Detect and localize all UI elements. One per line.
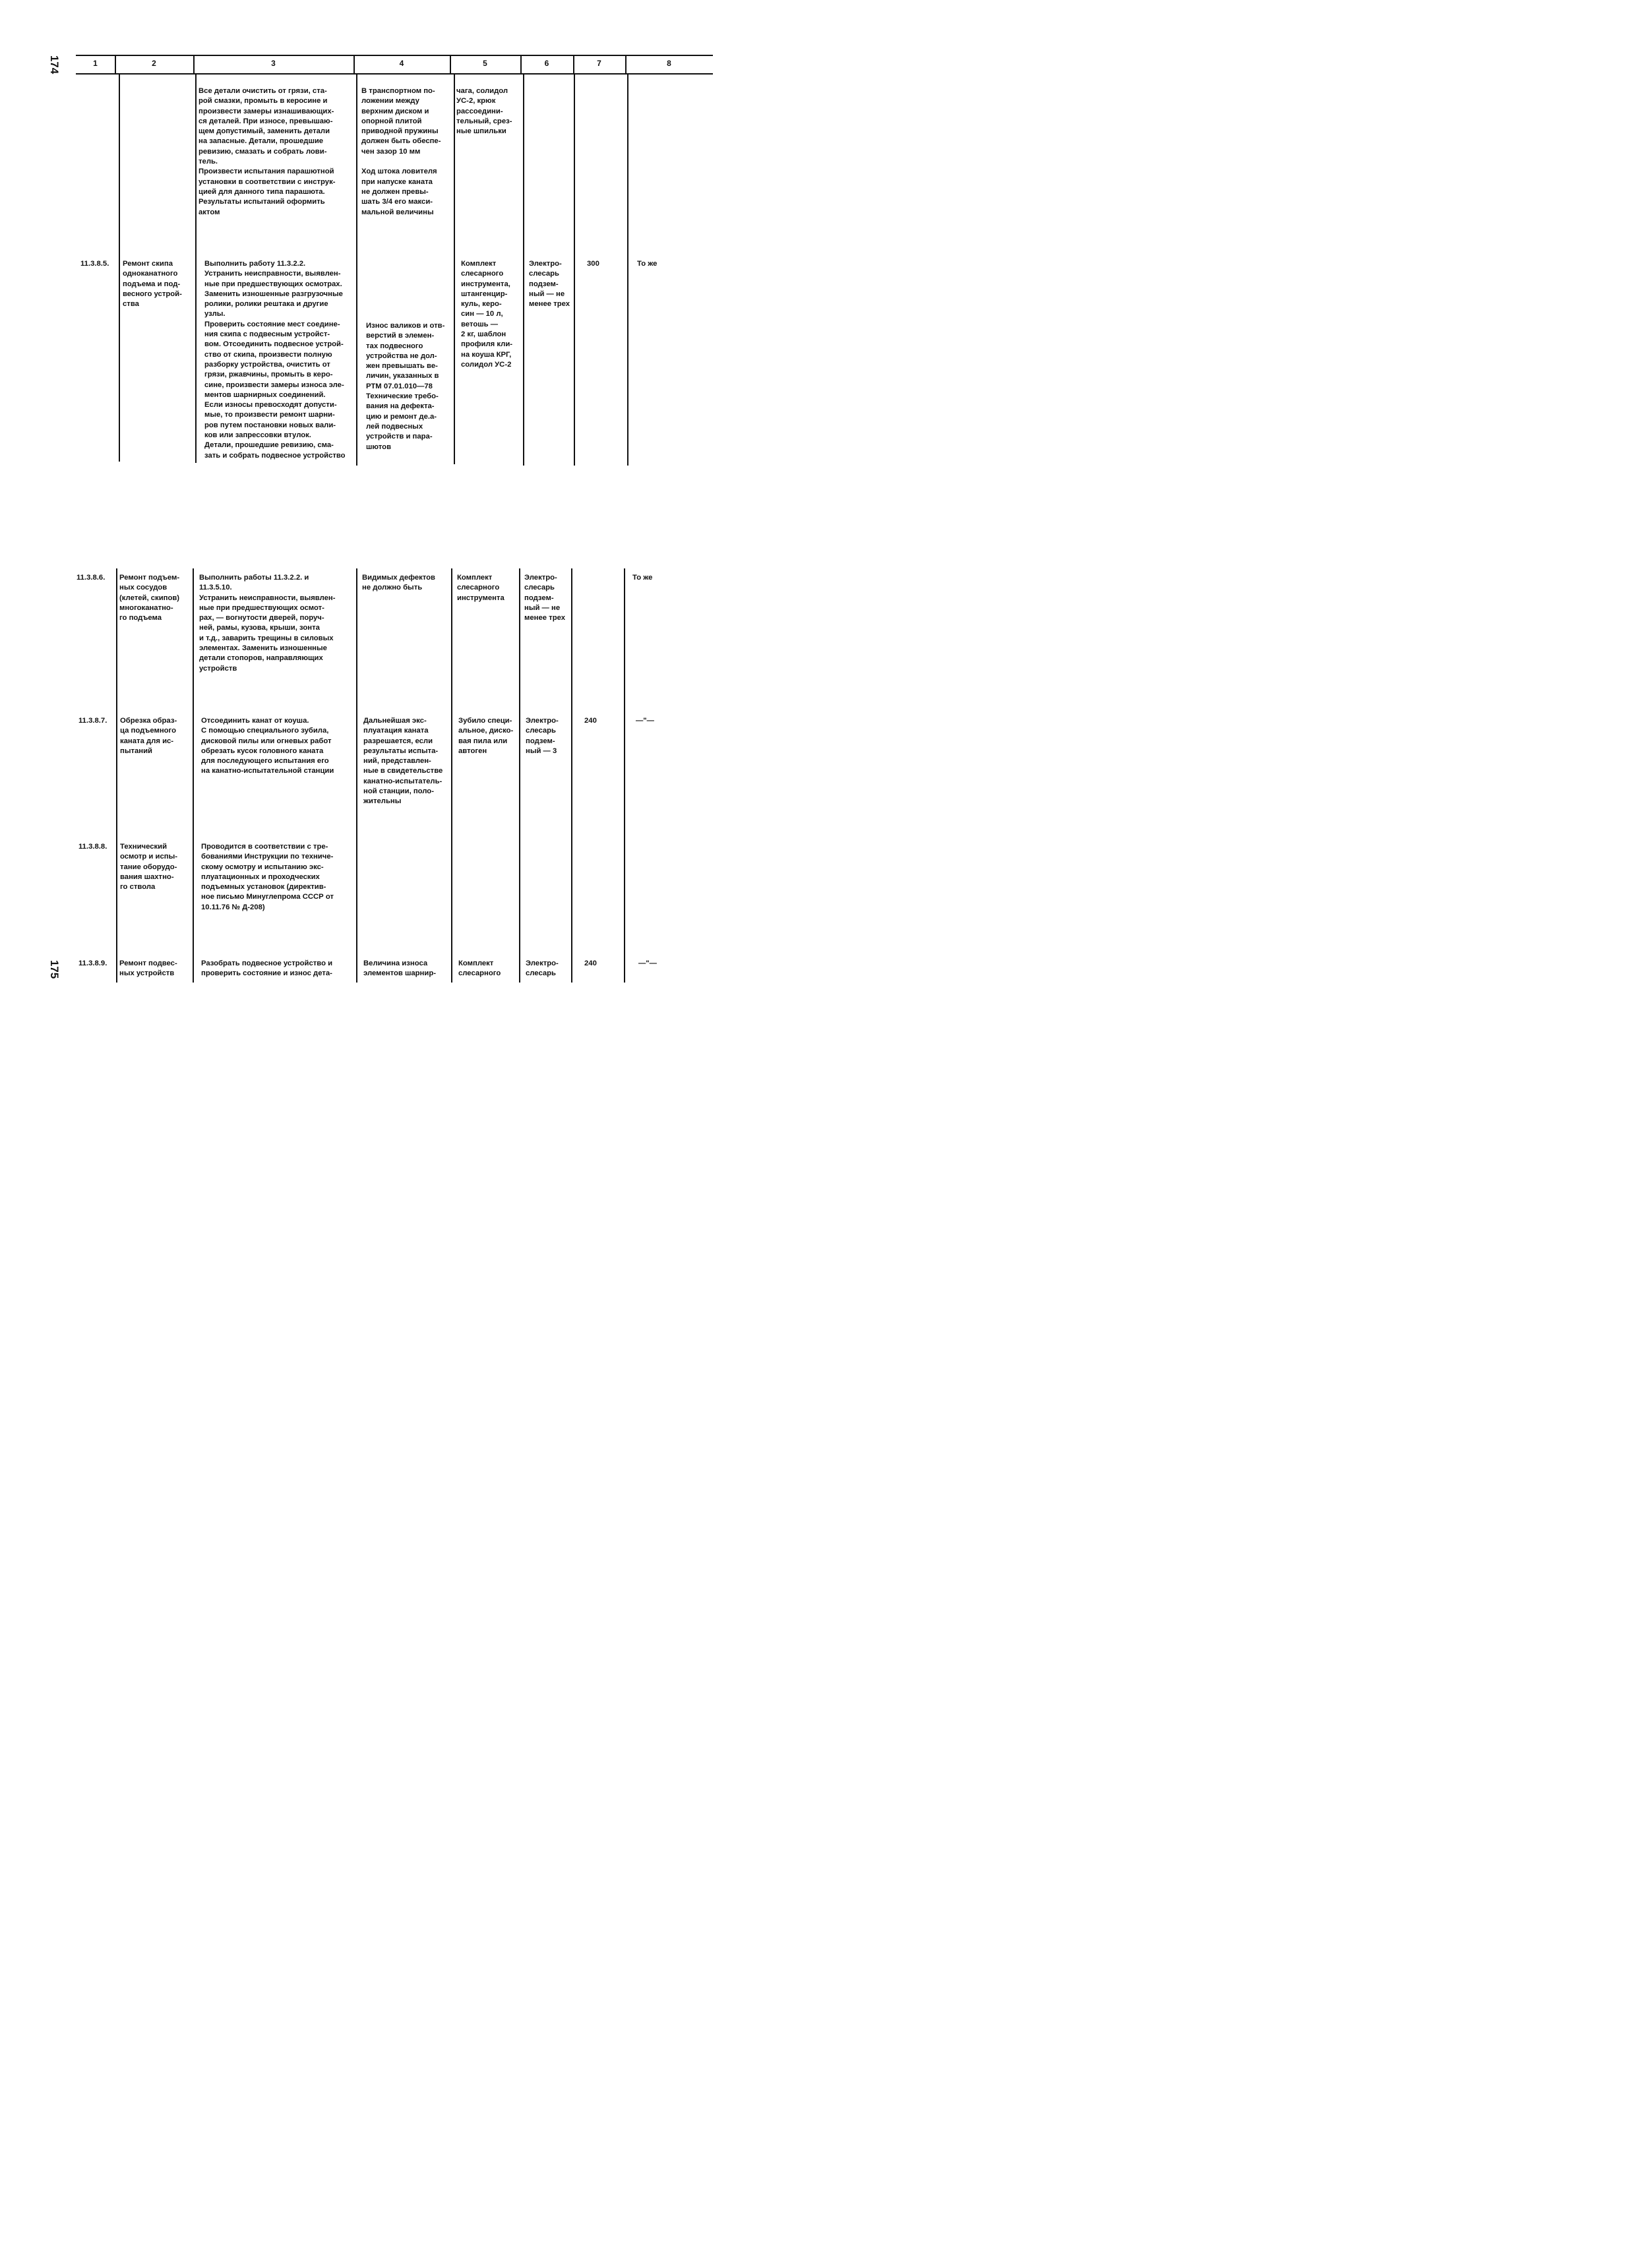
row-note: —"—: [636, 717, 654, 725]
row-number: 11.3.8.6.: [76, 574, 106, 582]
header-col-2: 2: [152, 59, 156, 68]
row-work: Выполнить работы 11.3.2.2. и 11.3.5.10. Устранить неисправности, выявлен- ные при предшествующих осмот- рах, — вогнутости дверей, поруч- ней, рамы, кузова, крыши, зонта и т.д., заварить трещины в силовых элементах. Заменить изношенные детали стопоров, направляющих устройств: [199, 574, 336, 673]
row-number: 11.3.8.5.: [80, 260, 109, 268]
header-col-5: 5: [483, 59, 487, 68]
row-requirements: Видимых дефектов не должно быть: [362, 574, 435, 592]
row-time: 240: [584, 959, 597, 967]
header-col-4: 4: [399, 59, 404, 68]
row-worker: Электро- слесарь подзем- ный — не менее трех: [524, 574, 566, 622]
row-number: 11.3.8.7.: [78, 717, 107, 725]
page-number-top: 174: [48, 55, 61, 75]
row-worker: Электро- слесарь подзем- ный — 3: [526, 717, 559, 755]
header-col-3: 3: [271, 59, 276, 68]
table-header-rule: [76, 73, 713, 75]
table-top-rule: [76, 55, 713, 56]
row-number: 11.3.8.8.: [78, 843, 107, 851]
row-requirements: Дальнейшая экс- плуатация каната разрешается, если результаты испыта- ний, представлен- ные в свидетельстве канатно-испытатель- ной станции, поло- жительны: [363, 717, 443, 806]
row-operation: Ремонт скипа одноканатного подъема и под- весного устрой- ства: [123, 260, 182, 309]
column-rule: [624, 568, 625, 983]
row-work: Выполнить работу 11.3.2.2. Устранить неисправности, выявлен- ные при предшествующих осмотрах. Заменить изношенные разгрузочные ролики, ролики рештака и другие узлы. Проверить состояние мест соедине- ния скипа с подвесным устройст- вом. Отсоединить подвесное устрой- ство от скипа, произвести полную разборку устройства, очистить от грязи, ржавчины, промыть в керо- сине, произвести замеры износа эле- ментов шарнирных соединений. Если износы превосходят допусти- мые, то произвести ремонт шарни- ров путем постановки новых вали- ков или запрессовки втулок. Детали, прошедшие ревизию, сма- зать и собрать подвесное устройство: [204, 260, 346, 460]
row-work: Разобрать подвесное устройство и проверить состояние и износ дета-: [201, 959, 333, 978]
page-number-bottom: 175: [48, 959, 61, 979]
header-col-1: 1: [93, 59, 98, 68]
row-worker: Электро- слесарь подзем- ный — не менее трех: [529, 260, 570, 309]
row-time: 240: [584, 717, 597, 725]
column-rule: [627, 73, 628, 466]
row-operation: Ремонт подъем- ных сосудов (клетей, скипов) многоканатно- го подъема: [119, 574, 180, 622]
row-operation: Технический осмотр и испы- тание оборудо- вания шахтно- го ствола: [120, 843, 177, 892]
header-col-6: 6: [544, 59, 549, 68]
column-rule: [571, 568, 572, 983]
row-worker: Электро- слесарь: [526, 959, 559, 978]
header-col-7: 7: [597, 59, 601, 68]
column-rule: [116, 568, 117, 983]
row-number: 11.3.8.9.: [78, 959, 107, 967]
row-operation: Обрезка образ- ца подъемного каната для ис- пытаний: [120, 717, 177, 755]
row-note: —"—: [638, 959, 657, 967]
continuation-work: Все детали очистить от грязи, ста- рой смазки, промыть в керосине и произвести замеры изнашивающих- ся деталей. При износе, превышаю- щем допустимый, заменить детали на запасные. Детали, прошедшие ревизию, смазать и собрать лови- тель. Произвести испытания парашютной установки в соответствии с инструк- цией для данного типа парашюта. Результаты испытаний оформить актом: [199, 87, 336, 216]
column-rule: [195, 73, 197, 463]
column-rule: [519, 568, 520, 983]
row-note: То же: [632, 574, 653, 582]
header-col-8: 8: [667, 59, 671, 68]
continuation-requirements: В транспортном по- ложении между верхним диском и опорной плитой приводной пружины должен быть обеспе- чен зазор 10 мм Ход штока ловителя при напуске каната не должен превы- шать 3/4 его макси- мальной величины: [361, 87, 441, 216]
row-requirements: Величина износа элементов шарнир-: [363, 959, 436, 978]
continuation-tools: чага, солидол УС-2, крюк рассоедини- тельный, срез- ные шпильки: [456, 87, 512, 136]
row-tools: Зубило специ- альное, диско- вая пила или автоген: [458, 717, 514, 755]
row-tools: Комплект слесарного: [458, 959, 501, 978]
row-tools: Комплект слесарного инструмента, штангенцир- куль, керо- син — 10 л, ветошь — 2 кг, шаблон профиля кли- на коуша КРГ, солидол УС-2: [461, 260, 513, 369]
row-work: Отсоединить канат от коуша. С помощью специального зубила, дисковой пилы или огневых работ обрезать кусок головного каната для последующего испытания его на канатно-испытательной станции: [201, 717, 334, 775]
column-rule: [193, 568, 194, 983]
row-requirements: Износ валиков и отв- верстий в элемен- тах подвесного устройства не дол- жен превышать ве- личин, указанных в РТМ 07.01.010—78 Технические требо- вания на дефекта- цию и ремонт де.а- лей подвесных устройств и пара- шютов: [366, 322, 445, 451]
row-time: 300: [587, 260, 599, 268]
row-tools: Комплект слесарного инструмента: [457, 574, 505, 602]
row-work: Проводится в соответствии с тре- бованиями Инструкции по техниче- скому осмотру и испытанию экс- плуатационных и проходческих подъемных установок (директив- ное письмо Минуглепрома СССР от 10.11.76 № Д-208): [201, 843, 334, 911]
row-operation: Ремонт подвес- ных устройств: [119, 959, 177, 978]
row-note: То же: [637, 260, 658, 268]
